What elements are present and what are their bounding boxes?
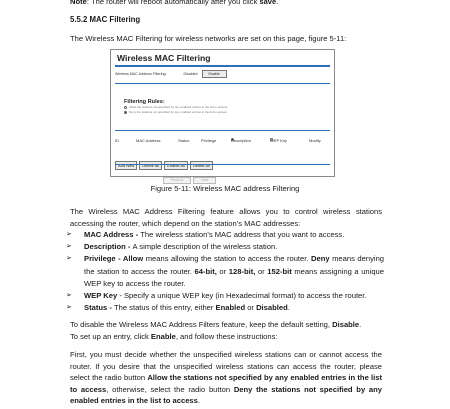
- bullet-arrow-icon: ➢: [66, 304, 72, 312]
- enable-button[interactable]: Enable: [202, 70, 227, 78]
- filtering-rules: [124, 99, 227, 115]
- note-save-word: save: [259, 0, 277, 6]
- rule-deny-option[interactable]: [124, 110, 227, 115]
- radio-allow[interactable]: [124, 106, 127, 109]
- next-button[interactable]: Next: [193, 177, 216, 184]
- previous-button[interactable]: Previous: [163, 177, 191, 184]
- note-end: .: [276, 0, 279, 6]
- bullet-arrow-icon: ➢: [66, 292, 72, 300]
- col-modify: Modify: [309, 138, 321, 143]
- add-new-button[interactable]: Add New: [115, 161, 137, 170]
- field-list: [66, 229, 384, 314]
- note-text: : The router will reboot automatically after you click: [86, 0, 260, 6]
- figure-caption: Figure 5-11: Wireless MAC address Filtering: [150, 184, 300, 193]
- list-item: ➢ WEP Key - Specify a unique WEP key (in Hexadecimal format) to access the router.: [66, 290, 384, 302]
- body-paragraph: The Wireless MAC Address Filtering feature allows you to control wireless stations accessing the router, which depend on the station's MAC addresses:: [70, 207, 382, 228]
- title-rule: [115, 65, 330, 67]
- divider-rule: [115, 83, 330, 84]
- col-privilege: Privilege: [201, 138, 217, 143]
- list-item: ➢ MAC Address - The wireless station's MAC address that you want to access.: [66, 229, 384, 241]
- list-item: ➢ Privilege - Allow means allowing the station to access the router. Deny means denying the station to access the router. 64-bit, or 128-bit, or 152-bit means assigning a unique WEP key to access the router.: [66, 254, 385, 288]
- col-mac: MAC Address: [136, 138, 161, 143]
- rule-allow-label: Allow the stations not specified by any enabled entries in the list to access: [129, 105, 228, 109]
- enable-all-button[interactable]: Enable All: [164, 161, 188, 170]
- rules-title: Filtering Rules:: [124, 99, 165, 105]
- delete-all-button[interactable]: Delete All: [139, 161, 162, 170]
- disable-instruction: To disable the Wireless MAC Address Filters feature, keep the default setting, Disable.: [70, 320, 362, 329]
- section-heading: 5.5.2 MAC Filtering: [70, 15, 141, 24]
- bullet-arrow-icon: ➢: [66, 231, 72, 238]
- list-item: ➢ Description - A simple description of the wireless station.: [66, 241, 384, 253]
- bullet-arrow-icon: ➢: [66, 243, 72, 251]
- note-label: Note: [70, 0, 87, 6]
- filter-status-value: Disabled: [183, 72, 198, 76]
- radio-deny[interactable]: [124, 111, 127, 114]
- figure-screenshot: Wireless MAC Filtering Wireless MAC Address Filtering: Disabled Enable Filtering Rules: Allow the stations not specified by any enabled entries in the list to access Deny the stations not specified by any enabled entries in the list to access ID MAC Address Status Privilege Description WEP Key Modify Add New Delete All Enable All Delete All Previous Next: [110, 49, 335, 177]
- filter-status-label: Wireless MAC Address Filtering:: [115, 72, 167, 76]
- bullet-arrow-icon: ➢: [66, 255, 72, 263]
- rule-deny-label: Deny the stations not specified by any enabled entries in the list to access: [129, 110, 228, 114]
- first-step-paragraph: First, you must decide whether the unspecified wireless stations can or cannot access the router. If you desire that the unspecified wireless stations can access the router, please select the radio button Allow the stations not specified by any enabled entries in the list to access, otherwise, select the radio button Deny the stations not specified by any enabled entries in the list to access.: [70, 350, 382, 406]
- note-line: [70, 0, 382, 7]
- filter-status-row: [115, 70, 227, 78]
- section-intro: The Wireless MAC Filtering for wireless networks are set on this page, figure 5-11:: [70, 34, 347, 43]
- col-status: Status: [178, 138, 190, 143]
- col-id: ID: [115, 138, 119, 143]
- figure-title: Wireless MAC Filtering: [117, 53, 211, 63]
- delete-all-button-2[interactable]: Delete All: [190, 161, 213, 170]
- list-item: ➢ Status - The status of this entry, either Enabled or Disabled.: [66, 302, 384, 314]
- divider-rule-3: [115, 164, 330, 165]
- divider-rule-2: [115, 130, 330, 131]
- setup-instruction: To set up an entry, click Enable, and follow these instructions:: [70, 332, 278, 341]
